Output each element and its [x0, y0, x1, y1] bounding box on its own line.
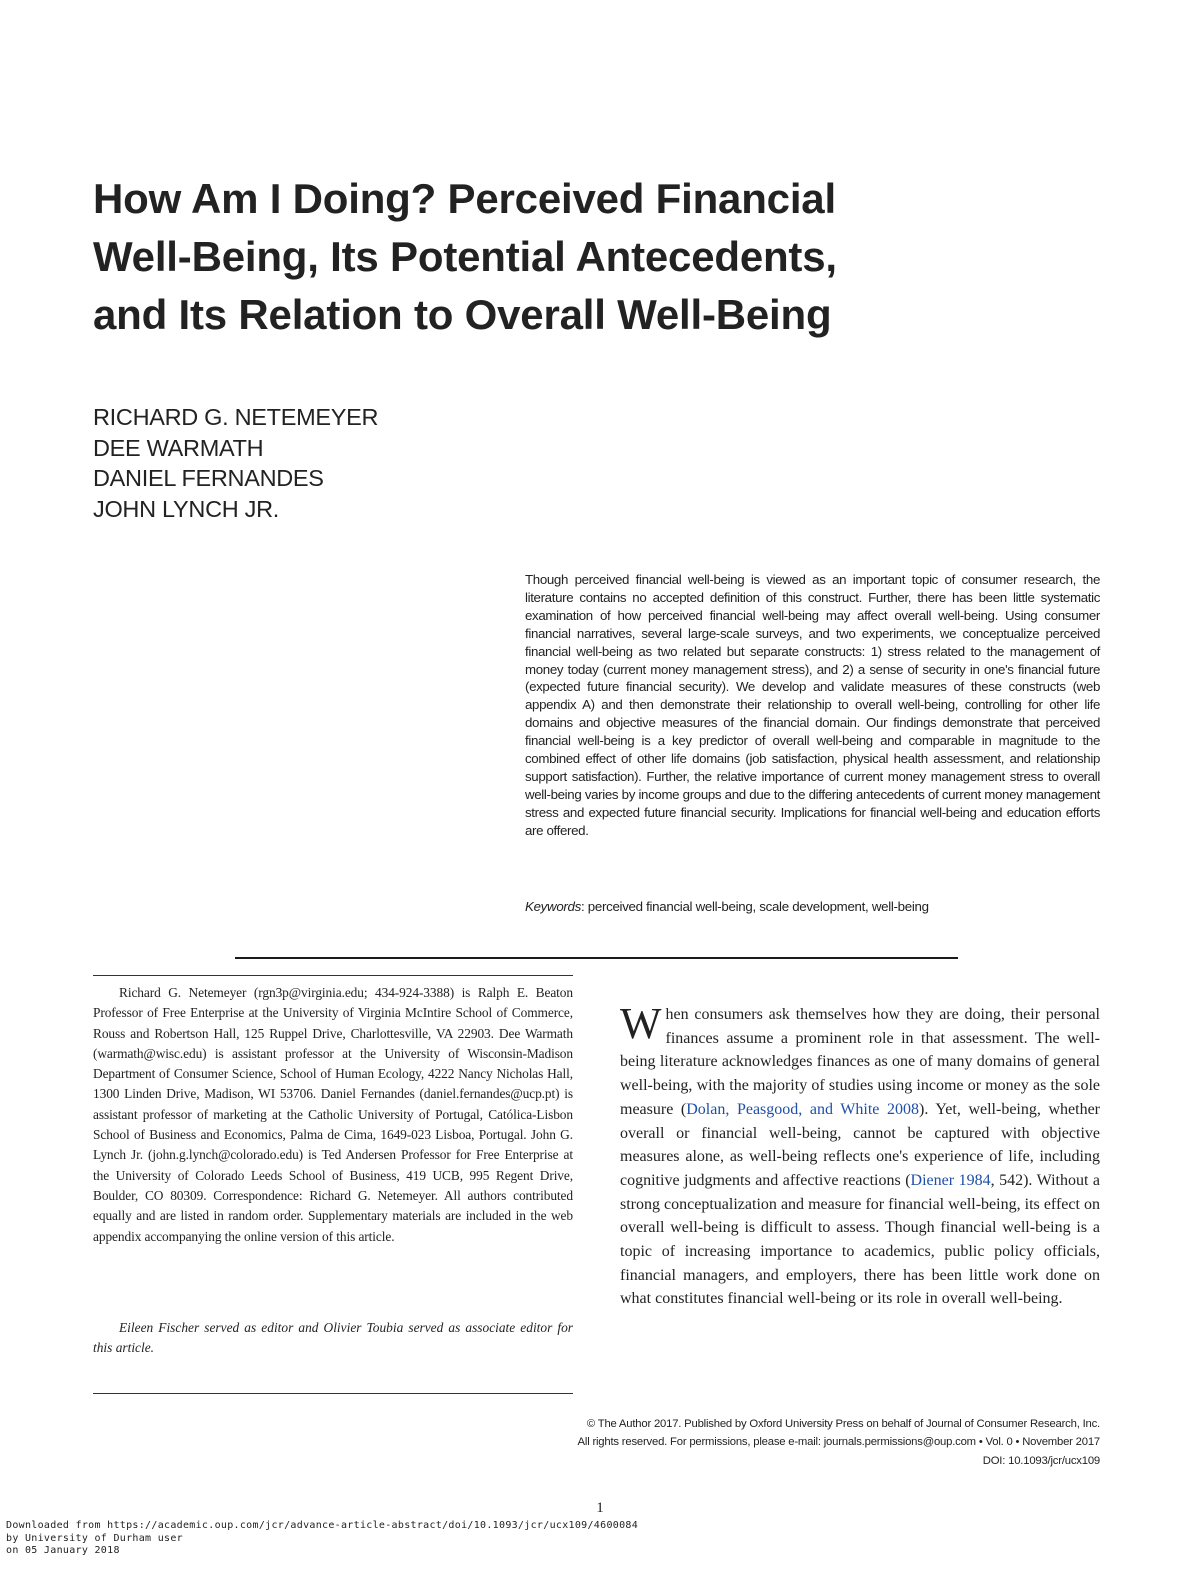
author-name: RICHARD G. NETEMEYER	[93, 404, 379, 430]
title-line: Well-Being, Its Potential Antecedents,	[93, 233, 837, 280]
copyright-line: © The Author 2017. Published by Oxford University Press on behalf of Journal of Consumer Research, Inc.	[586, 1418, 1100, 1430]
footnote-rule-top	[93, 975, 573, 976]
copyright-line: All rights reserved. For permissions, please e-mail: journals.permissions@oup.com • Vol. 0 • November 2017	[577, 1436, 1100, 1449]
author-name: JOHN LYNCH JR.	[93, 495, 279, 522]
introduction-paragraph	[620, 999, 1101, 1311]
body-text-part: , 542). Without a strong conceptualization and measure for financial well-being, its effect on overall well-being is difficult to assess. Though financial well-being is a topic of increasing importance to academics, public policy officials, financial managers, and employers, there has been little work done on what constitutes financial well-being or its role in overall well-being.	[620, 1171, 1101, 1308]
drop-cap: W	[620, 999, 662, 1048]
copyright-notice	[480, 1415, 1100, 1470]
editor-note: Eileen Fischer served as editor and Olivier Toubia served as associate editor for this article.	[93, 1320, 573, 1356]
body-text-part: ). Yet, well-being, whether overall or financial well-being, cannot be captured with objective measures alone, as well-being reflects one's experience of life, including cognitive judgments and affective reactions (	[620, 1100, 1100, 1189]
title-line: How Am I Doing? Perceived Financial	[93, 175, 836, 222]
download-stamp-line: on 05 January 2018	[6, 1545, 120, 1556]
article-title	[93, 170, 993, 344]
download-stamp-line: by University of Durham user	[6, 1532, 183, 1544]
citation-link[interactable]: Diener 1984	[910, 1171, 991, 1189]
author-affiliation-footnote: Richard G. Netemeyer (rgn3p@virginia.edu; 434-924-3388) is Ralph E. Beaton Professor of Free Enterprise at the University of Virginia McIntire School of Commerce, Rouss and Robertson Hall, 125 Ruppel Drive, Charlottesville, VA 22903. Dee Warmath (warmath@wisc.edu) is assistant professor at the University of Wisconsin-Madison Department of Consumer Science, School of Human Ecology, 4222 Nancy Nicholas Hall, 1300 Linden Drive, Madison, WI 53706. Daniel Fernandes (daniel.fernandes@ucp.pt) is assistant professor of marketing at the Catholic University of Portugal, Católica-Lisbon School of Business and Economics, Palma de Cima, 1649-023 Lisboa, Portugal. John G. Lynch Jr. (john.g.lynch@colorado.edu) is Ted Andersen Professor for Free Enterprise at the University of Colorado Leeds School of Business, 419 UCB, 995 Regent Drive, Boulder, CO 80309. Correspondence: Richard G. Netemeyer. All authors contributed equally and are listed in random order. Supplementary materials are included in the web appendix accompanying the online version of this article.	[93, 985, 573, 1244]
keywords-label: Keywords	[525, 899, 581, 914]
keywords	[525, 898, 1100, 916]
abstract: Though perceived financial well-being is viewed as an important topic of consumer research, the literature contains no accepted definition of this construct. Further, there has been little systematic examination of how perceived financial well-being may affect overall well-being. Using consumer financial narratives, several large-scale surveys, and two experiments, we conceptualize perceived financial well-being as two related but separate constructs: 1) stress related to the management of money today (current money management stress), and 2) a sense of security in one's financial future (expected future financial security). We develop and validate measures of these constructs (web appendix A) and then demonstrate their relationship to overall well-being, controlling for other life domains and objective measures of the financial domain. Our findings demonstrate that perceived financial well-being is a key predictor of overall well-being and comparable in magnitude to the combined effect of other life domains (job satisfaction, physical health assessment, and relationship support satisfaction). Further, the relative importance of current money management stress to overall well-being varies by income groups and due to the differing antecedents of current money management stress and expected future financial security. Implications for financial well-being and education efforts are offered.	[525, 572, 1100, 838]
author-name: DANIEL FERNANDES	[93, 465, 324, 491]
body-text-part: hen consumers ask themselves how they are doing, their personal finances assume a prominent role in that assessment. The well-being literature acknowledges finances as one of many domains of general well-being, with the majority of studies using income or money as the sole measure (	[620, 1006, 1100, 1118]
title-line: and Its Relation to Overall Well-Being	[93, 291, 832, 338]
page-number: 1	[596, 1500, 604, 1516]
section-divider	[235, 957, 958, 959]
citation-link[interactable]: Dolan, Peasgood, and White 2008	[686, 1100, 919, 1118]
footnote-rule-bottom	[93, 1393, 573, 1394]
download-stamp-line: Downloaded from https://academic.oup.com/jcr/advance-article-abstract/doi/10.1093/jcr/ucx109/4600084	[6, 1520, 639, 1531]
download-stamp	[6, 1520, 638, 1558]
author-name: DEE WARMATH	[93, 434, 264, 461]
author-list	[93, 402, 378, 524]
keywords-text: : perceived financial well-being, scale development, well-being	[580, 899, 929, 914]
doi: DOI: 10.1093/jcr/ucx109	[982, 1454, 1100, 1467]
